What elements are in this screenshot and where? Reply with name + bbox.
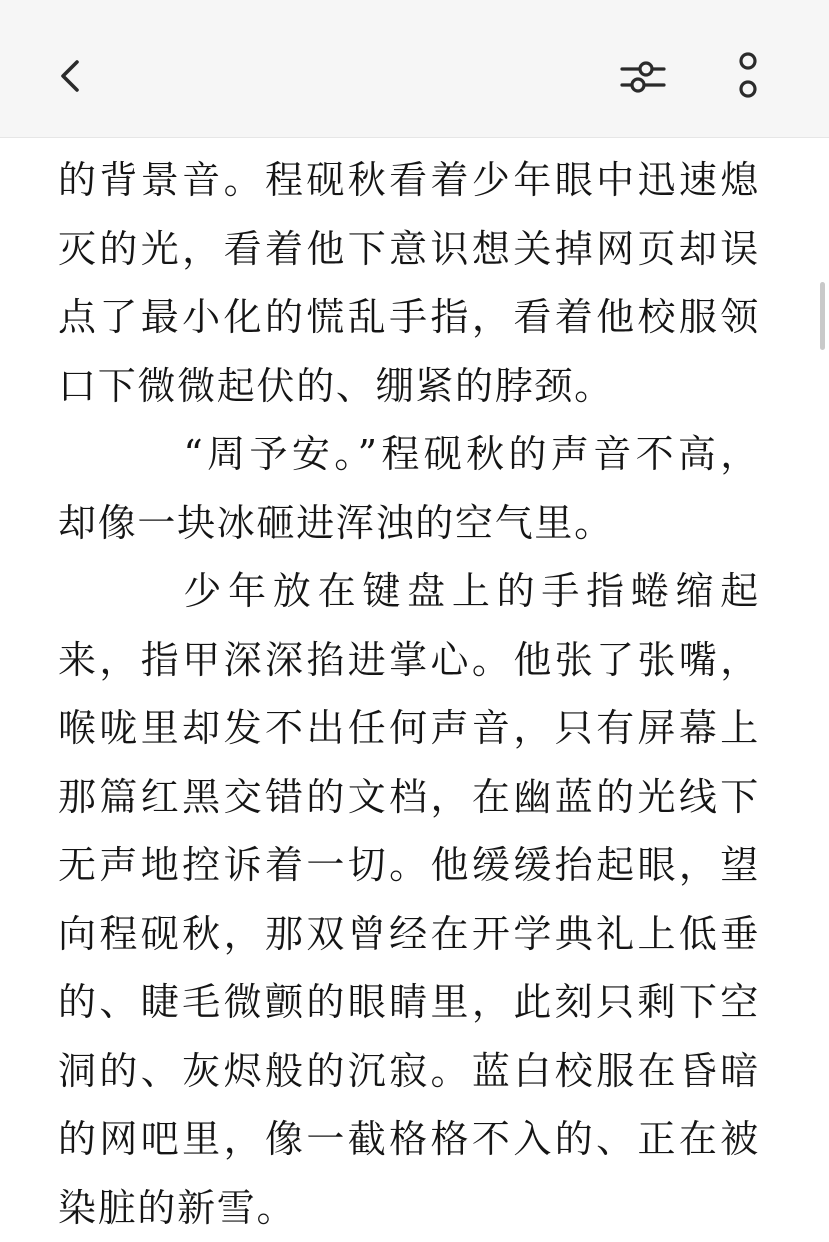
more-options-button[interactable] [720,44,776,108]
paragraph: “周予安。”程砚秋的声音不高，却像一块冰砸进浑浊的空气里。 [58,432,760,545]
chapter-text [58,146,760,1242]
sliders-icon [620,54,666,100]
reading-settings-button[interactable] [612,46,674,108]
top-toolbar [0,0,829,138]
back-button[interactable] [44,48,100,104]
paragraph: 的背景音。程砚秋看着少年眼中迅速熄灭的光，看着他下意识想关掉网页却误点了最小化的慌乱手指，看着他校服领口下微微起伏的、绷紧的脖颈。 [58,158,760,408]
reader-content[interactable] [0,138,829,1230]
scrollbar[interactable] [820,282,825,350]
paragraph: 少年放在键盘上的手指蜷缩起来，指甲深深掐进掌心。他张了张嘴，喉咙里却发不出任何声音，只有屏幕上那篇红黑交错的文档，在幽蓝的光线下无声地控诉着一切。他缓缓抬起眼，望向程砚秋，那双曾经在开学典礼上低垂的、睫毛微颤的眼睛里，此刻只剩下空洞的、灰烬般的沉寂。蓝白校服在昏暗的网吧里，像一截格格不入的、正在被染脏的新雪。 [58,569,760,1230]
vertical-dots-icon [733,51,763,101]
chevron-left-icon [52,56,92,96]
